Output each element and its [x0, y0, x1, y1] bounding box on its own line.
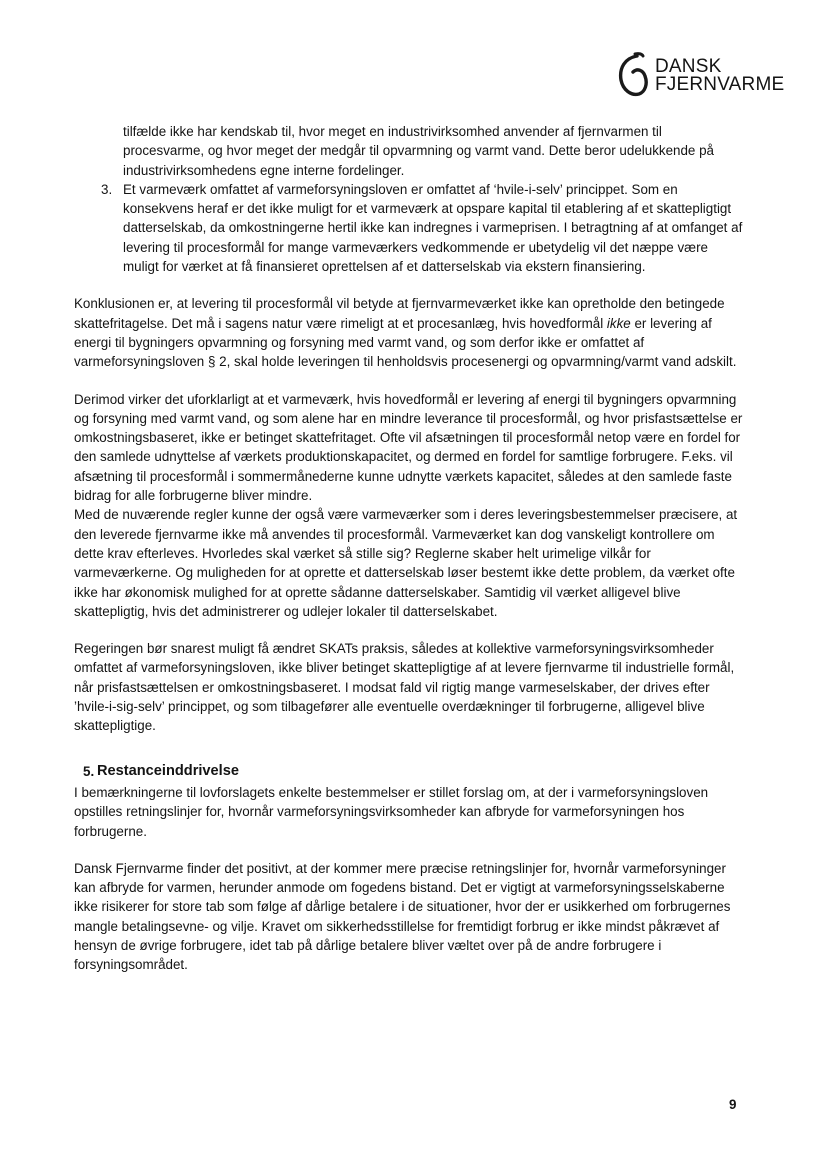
numbered-list [74, 122, 744, 276]
logo-line-1: DANSK [655, 56, 722, 77]
logo-swirl-icon [615, 52, 651, 102]
paragraph-derimod: Derimod virker det uforklarligt at et varmeværk, hvis hovedformål er levering af energi til bygningers opvarmning og forsyning med varmt vand, og som alene har en mindre leverance til procesformål, og hvor prisfastsættelse er omkostningsbaseret, ikke er betinget skattefritaget. Ofte vil afsætningen til procesformål netop være en fordel for den samlede udnyttelse af værkets produktionskapacitet, og dermed en fordel for samtlige forbrugere. F.eks. vil afsætning til procesformål i sommermånederne kunne udnytte værkets kapacitet, således at den samlede faste bidrag for alle forbrugerne bliver mindre. [74, 391, 743, 504]
list-item-3-text: Et varmeværk omfattet af varmeforsyningsloven er omfattet af ‘hvile-i-selv’ princippet. Som en konsekvens heraf er det ikke muligt for et varmeværk at opspare kapital til etablering af et skattepligtigt datterselskab, da omkostningerne hertil ikke kan indregnes i varmeprisen. I betragtning af at omfanget af levering til procesformål for mange varmeværkers vedkommende er ubetydelig vil det næppe være muligt for værket at få finansieret oprettelsen af et datterselskab via ekstern finansiering. [123, 181, 743, 275]
paragraph-current-rules: Med de nuværende regler kunne der også være varmeværker som i deres leveringsbestemmelser præcisere, at den leverede fjernvarme ikke må anvendes til procesformål. Varmeværket kan dog vanskeligt kontrollere om dette krav efterleves. Hvorledes skal værket så stille sig? Reglerne skaber helt urimelige vilkår for varmeværkerne. Og muligheden for at oprette et datterselskab løser bestemt ikke dette problem, da værket ofte ikke har økonomisk mulighed for at oprette sådanne datterselskaber. Samtidig vil værket alligevel blive skattepligtig, hvis det administrerer og udlejer lokaler til datterselskabet. [74, 507, 738, 619]
paragraph-conclusion-part1: Konklusionen er, at levering til procesformål vil betyde at fjernvarmeværket ikke kan opretholde den betingede skattefritagelse. Det må i sagens natur være rimeligt at et procesanlæg, hvis hovedformål [74, 296, 725, 331]
list-item-2-text: tilfælde ikke har kendskab til, hvor meget en industrivirksomhed anvender af fjernvarmen til procesvarme, og hvor meget der medgår til opvarmning og varmt vand. Dette beror udelukkende på industrivirksomhedens egne interne fordelinger. [123, 124, 714, 178]
list-item-3 [74, 180, 744, 276]
paragraph-regeringen: Regeringen bør snarest muligt få ændret SKATs praksis, således at kollektive varmeforsyningsvirksomheder omfattet af varmeforsyningsloven, ikke bliver betinget skattepligtige af at levere fjernvarme til industrielle formål, når prisfastsættelsen er omkostningsbaseret. I modsat fald vil rigtig mange varmeselskaber, der drives efter ’hvile-i-sig-selv’ princippet, og som tilbagefører alle eventuelle overdækninger til forbrugerne, alligevel blive skattepligtige. [74, 641, 735, 734]
logo-line-2: FJERNVARME [655, 74, 785, 95]
page-number: 9 [729, 1097, 737, 1112]
section-5-number: 5. [83, 763, 95, 779]
paragraph-bemaerkninger: I bemærkningerne til lovforslagets enkelte bestemmelser er stillet forslag om, at der i varmeforsyningsloven opstilles retningslinjer for, hvornår varmeforsyningsvirksomheder kan afbryde for varmeforsyningen hos forbrugerne. [74, 784, 709, 839]
list-item-3-number: 3. [101, 181, 113, 197]
main-content [74, 122, 744, 975]
paragraph-conclusion-italic: ikke [606, 315, 631, 331]
logo-text [655, 58, 784, 94]
section-5-title: Restanceinddrivelse [97, 762, 239, 779]
paragraph-conclusion-part2: er levering af energi til bygningers opvarmning og forsyning med varmt vand, og som derfor ikke er omfattet af varmeforsyningsloven § 2, skal holde leveringen til henholdsvis procesenergi og opvarmning/varmt vand adskilt. [74, 315, 737, 370]
paragraph-conclusion [74, 294, 744, 371]
list-item-2-continuation [74, 122, 744, 180]
section-5-heading [74, 762, 744, 781]
paragraph-dansk-fjernvarme: Dansk Fjernvarme finder det positivt, at der kommer mere præcise retningslinjer for, hvornår varmeforsyninger kan afbryde for varmen, herunder anmode om fogedens bistand. Det er vigtigt at varmeforsyningsselskaberne ikke risikerer for store tab som følge af dårlige betalere i de situationer, hvor der er usikkerhed om forbrugernes mangle betalingsevne- og vilje. Kravet om sikkerhedsstillelse for fremtidigt forbrug er ikke mindst påkrævet af hensyn de øvrige forbrugere, idet tab på dårlige betalere bliver væltet over på de andre forbrugere i forsyningsområdet. [74, 860, 731, 973]
